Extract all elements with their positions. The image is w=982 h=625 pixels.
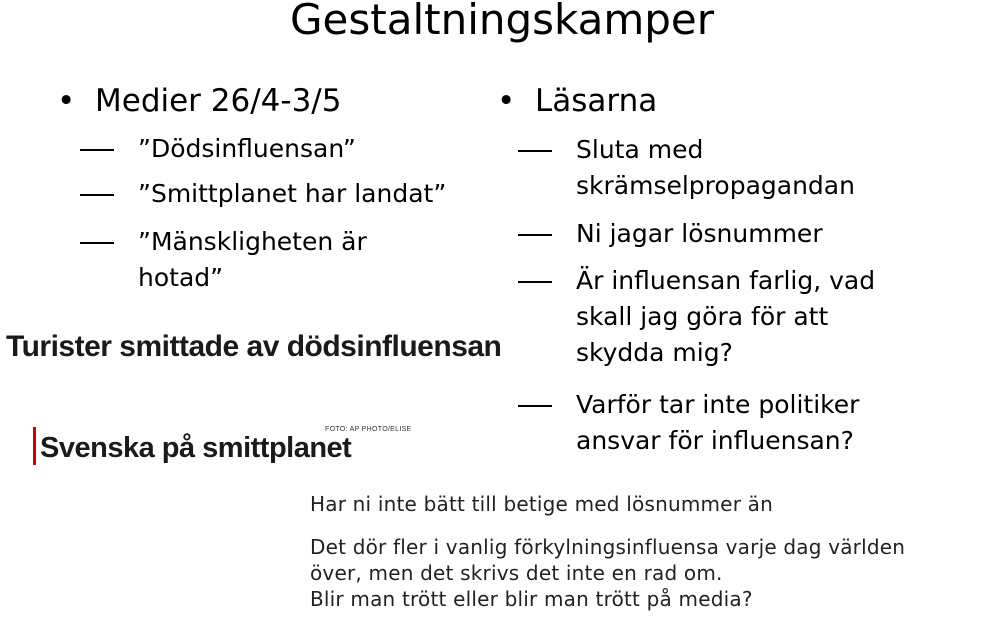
sub-item-text: ”Mänskligheten är: [138, 227, 367, 256]
reader-item-text: Är influensan farlig, vad: [576, 266, 876, 295]
bullet-dot-icon: •: [497, 83, 516, 119]
sub-item-text: ”Smittplanet har landat”: [138, 179, 447, 208]
bullet-lasarna: [497, 82, 658, 120]
comment-line-2: över, men det skrivs det inte en rad om.: [310, 561, 723, 585]
headline-svenska: Svenska på smittplanet: [40, 432, 352, 464]
reader-item-text-cont2: skydda mig?: [576, 338, 733, 367]
dash-icon: [518, 281, 552, 283]
comment-line-1: Det dör fler i vanlig förkylningsinfluensa varje dag världen: [310, 535, 906, 559]
reader-item-text-cont: skall jag göra för att: [576, 302, 829, 331]
reader-item-skramsel: [576, 132, 855, 204]
newspaper-clip-left: [0, 0, 540, 470]
bullet-lasarna-text: Läsarna: [535, 83, 658, 119]
reader-item-text: Ni jagar lösnummer: [576, 219, 823, 248]
reader-item-text-cont: skrämselpropagandan: [576, 171, 855, 200]
bullet-medier-text: Medier 26/4-3/5: [95, 83, 342, 119]
bullet-dot-icon: •: [57, 83, 76, 119]
reader-item-politiker: [576, 387, 859, 459]
reader-item-losnummer: [576, 216, 823, 252]
reader-comment-clip: [300, 492, 955, 620]
headline-turister: Turister smittade av dödsinfluensan: [6, 330, 502, 363]
reader-item-text-cont: ansvar för influensan?: [576, 426, 854, 455]
reader-item-text: Sluta med: [576, 135, 704, 164]
reader-item-text: Varför tar inte politiker: [576, 390, 860, 419]
comment-line-3: Blir man trött eller blir man trött på media?: [310, 587, 753, 611]
dash-icon: [518, 405, 552, 407]
sub-item-text-cont: hotad”: [138, 263, 224, 292]
dash-icon: [518, 150, 552, 152]
reader-item-farlig: [576, 263, 875, 371]
comment-line-partial: Har ni inte bätt till betige med lösnummer än: [310, 492, 774, 516]
photo-credit: FOTO: AP PHOTO/ELISE: [325, 426, 412, 433]
sub-item-text: ”Dödsinfluensan”: [138, 134, 356, 163]
red-accent-bar: [33, 427, 36, 465]
slide-title: Gestaltningskamper: [289, 0, 715, 44]
dash-icon: [518, 234, 552, 236]
